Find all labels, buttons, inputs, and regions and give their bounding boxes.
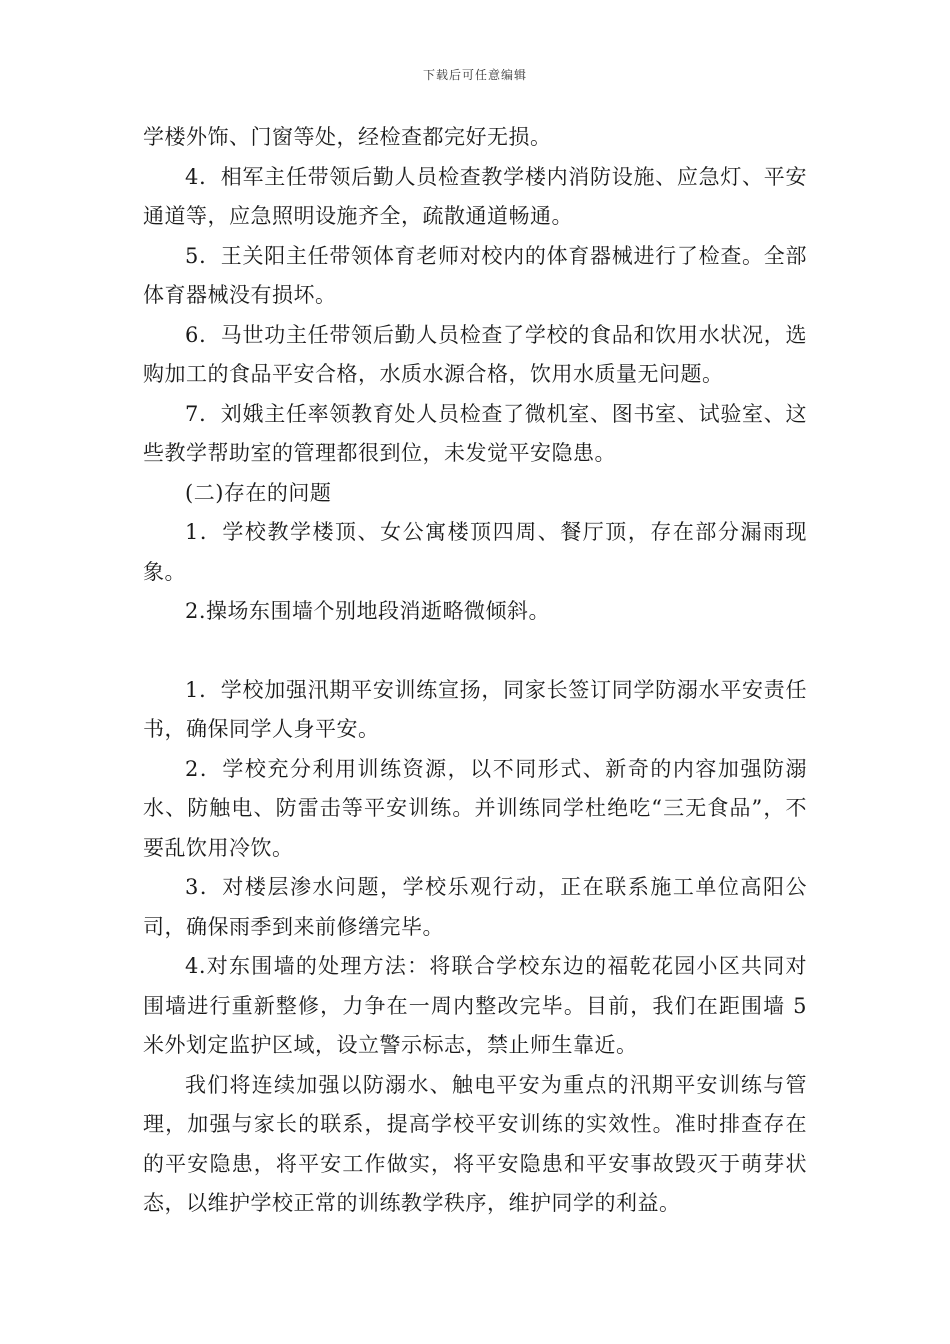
paragraph-item-4: 4．相军主任带领后勤人员检查教学楼内消防设施、应急灯、平安通道等，应急照明设施齐全，疏散通道畅通。 [143, 164, 807, 228]
section-heading-problems: (二)存在的问题 [185, 480, 332, 505]
paragraph-item-6: 6．马世功主任带领后勤人员检查了学校的食品和饮用水状况，选购加工的食品平安合格，水质水源合格，饮用水质量无问题。 [143, 322, 807, 386]
problem-item-2: 2.操场东围墙个别地段消逝略微倾斜。 [185, 599, 551, 623]
paragraph-continuation: 学楼外饰、门窗等处，经检查都完好无损。 [143, 125, 552, 149]
paragraph-item-5: 5．王关阳主任带领体育老师对校内的体育器械进行了检查。全部体育器械没有损坏。 [143, 243, 807, 307]
measure-item-4: 4.对东围墙的处理方法：将联合学校东边的福乾花园小区共同对围墙进行重新整修，力争在一周内整改完毕。目前，我们在距围墙 5 米外划定监护区域，设立警示标志，禁止师生靠近。 [143, 954, 807, 1057]
measure-item-3: 3．对楼层渗水问题，学校乐观行动，正在联系施工单位高阳公司，确保雨季到来前修缮完毕。 [143, 875, 807, 939]
closing-paragraph: 我们将连续加强以防溺水、触电平安为重点的汛期平安训练与管理，加强与家长的联系，提高学校平安训练的实效性。准时排查存在的平安隐患，将平安工作做实，将平安隐患和平安事故毁灭于萌芽状态，以维护学校正常的训练教学秩序，维护同学的利益。 [143, 1072, 807, 1215]
measure-item-2: 2．学校充分利用训练资源，以不同形式、新奇的内容加强防溺水、防触电、防雷击等平安训练。并训练同学杜绝吃“三无食品”，不要乱饮用冷饮。 [143, 756, 807, 860]
problem-item-1: 1．学校教学楼顶、女公寓楼顶四周、餐厅顶，存在部分漏雨现象。 [143, 520, 807, 584]
measure-item-1: 1．学校加强汛期平安训练宣扬，同家长签订同学防溺水平安责任书，确保同学人身平安。 [143, 677, 807, 741]
paragraph-item-7: 7．刘娥主任率领教育处人员检查了微机室、图书室、试验室、这些教学帮助室的管理都很到位，未发觉平安隐患。 [143, 401, 807, 465]
page-header-note: 下载后可任意编辑 [422, 68, 527, 82]
paragraph-gap [143, 632, 807, 671]
document-body [143, 118, 807, 1224]
